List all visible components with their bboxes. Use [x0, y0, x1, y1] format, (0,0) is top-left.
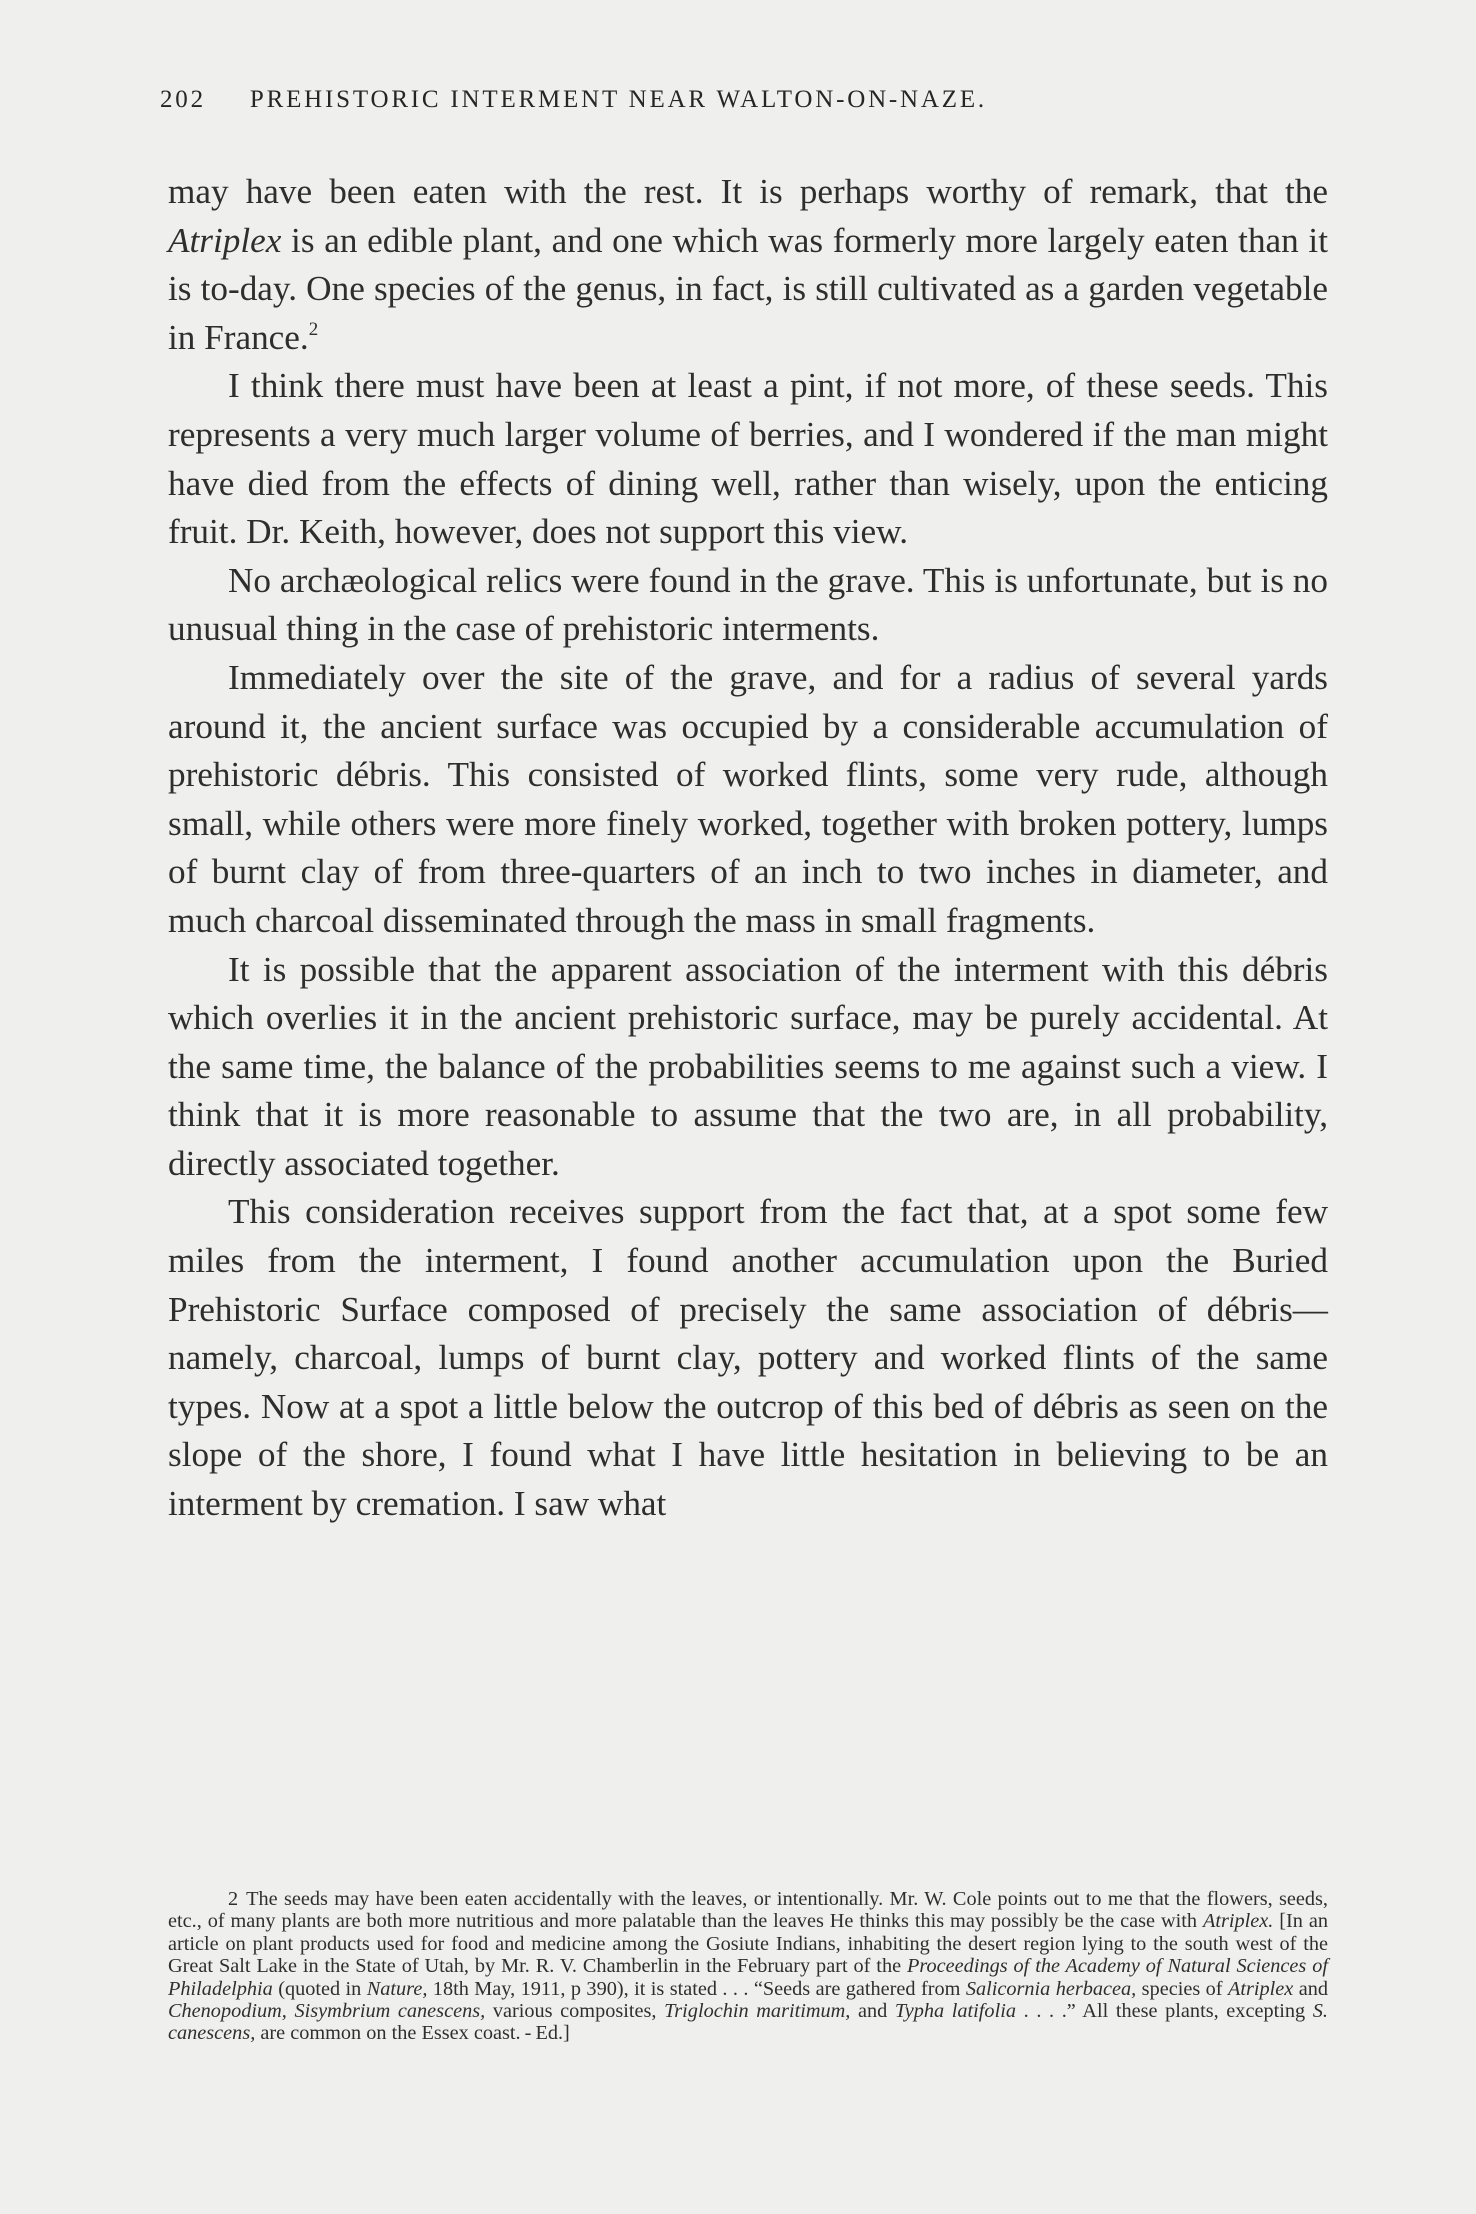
footnote-text: The seeds may have been eaten accidentally with the leaves, or intentionally. Mr. W. Cole points out to me that the flowers, seeds, etc., of many plants are both more nutritious and more palatable than the leaves He thinks this may possibly be the case with: [168, 1888, 1328, 1933]
footnote-text: are common on the Essex coast. - Ed.]: [255, 2022, 570, 2045]
footnote: [168, 1888, 1328, 2045]
footnote-text: and: [850, 2000, 895, 2023]
page-number: 202: [160, 86, 206, 113]
footnote-text: species of: [1136, 1977, 1228, 2000]
atriplex-italic: Atriplex: [168, 220, 282, 260]
footnote-text: 18th May, 1911, p 390), it is stated . . . “Seeds are gathered from: [427, 1977, 966, 2000]
footnote-italic: Chenopodium, Sisymbrium canescens,: [168, 2000, 486, 2023]
footnote-italic: S. canescens,: [168, 2000, 1328, 2045]
paragraph-6: This consideration receives support from the fact that, at a spot some few miles from the interment, I found another accumulation upon the Buried Prehistoric Surface composed of precisely the same association of débris—namely, charcoal, lumps of burnt clay, pottery and worked flints of the same types. Now at a spot a little below the outcrop of this bed of débris as seen on the slope of the shore, I found what I have little hesitation in believing to be an interment by cremation. I saw what: [168, 1192, 1328, 1524]
footnote-number: 2: [228, 1888, 239, 1910]
paragraph-4: Immediately over the site of the grave, and for a radius of several yards around it, the ancient surface was occupied by a considerable accumulation of prehistoric débris. This consisted of worked flints, some very rude, although small, while others were more finely worked, together with broken pottery, lumps of burnt clay of from three-quarters of an inch to two inches in diameter, and much charcoal disseminated through the mass in small fragments.: [168, 657, 1328, 940]
footnote-italic: Typha latifolia: [894, 2000, 1016, 2023]
footnote-italic: Triglochin maritimum,: [664, 2000, 851, 2023]
paragraph-5: It is possible that the apparent association of the interment with this débris which overlies it in the ancient prehistoric surface, may be purely accidental. At the same time, the balance of the probabilities seems to me against such a view. I think that it is more reasonable to assume that the two are, in all probability, directly associated together.: [168, 949, 1328, 1183]
footnote-italic: Proceedings of the Academy of Natural Sciences of Philadelphia: [168, 1955, 1328, 2000]
paragraph-1-text-a: may have been eaten with the rest. It is perhaps worthy of remark, that the: [168, 172, 1328, 211]
footnote-text: [In an article on plant products used for food and medicine among the Gosiute Indians, inhabiting the desert region lying to the south west of the Great Salt Lake in the State of Utah, by Mr. R. V. Chamberlin in the February part of the: [168, 1910, 1328, 1978]
running-header: [160, 86, 987, 114]
running-title: PREHISTORIC INTERMENT NEAR WALTON-ON-NAZE.: [249, 86, 987, 113]
paragraph-1: [168, 168, 1328, 362]
footnote-italic: Atriplex: [1227, 1977, 1294, 2000]
footnote-reference: 2: [308, 318, 319, 340]
footnote-italic: Nature,: [366, 1977, 428, 2000]
paragraph-2: I think there must have been at least a pint, if not more, of these seeds. This represents a very much larger volume of berries, and I wondered if the man might have died from the effects of dining well, rather than wisely, upon the enticing fruit. Dr. Keith, however, does not support this view.: [168, 366, 1328, 552]
paragraph-3: No archæological relics were found in the grave. This is unfortunate, but is no unusual thing in the case of prehistoric interments.: [168, 560, 1328, 649]
paragraph-1-text-c: is an edible plant, and one which was formerly more largely eaten than it is to-day. One species of the genus, in fact, is still cultivated as a garden vegetable in France.: [168, 220, 1328, 357]
footnote-text: various composites,: [485, 2000, 665, 2023]
footnote-text: . . . .” All these plants, excepting: [1015, 2000, 1313, 2023]
footnote-text: (quoted in: [272, 1977, 367, 2000]
footnote-text: and: [1293, 1977, 1328, 2000]
footnote-italic: Salicornia herbacea,: [965, 1977, 1137, 2000]
body-text: [168, 168, 1328, 1529]
footnote-italic: Atriplex.: [1202, 1910, 1274, 1933]
